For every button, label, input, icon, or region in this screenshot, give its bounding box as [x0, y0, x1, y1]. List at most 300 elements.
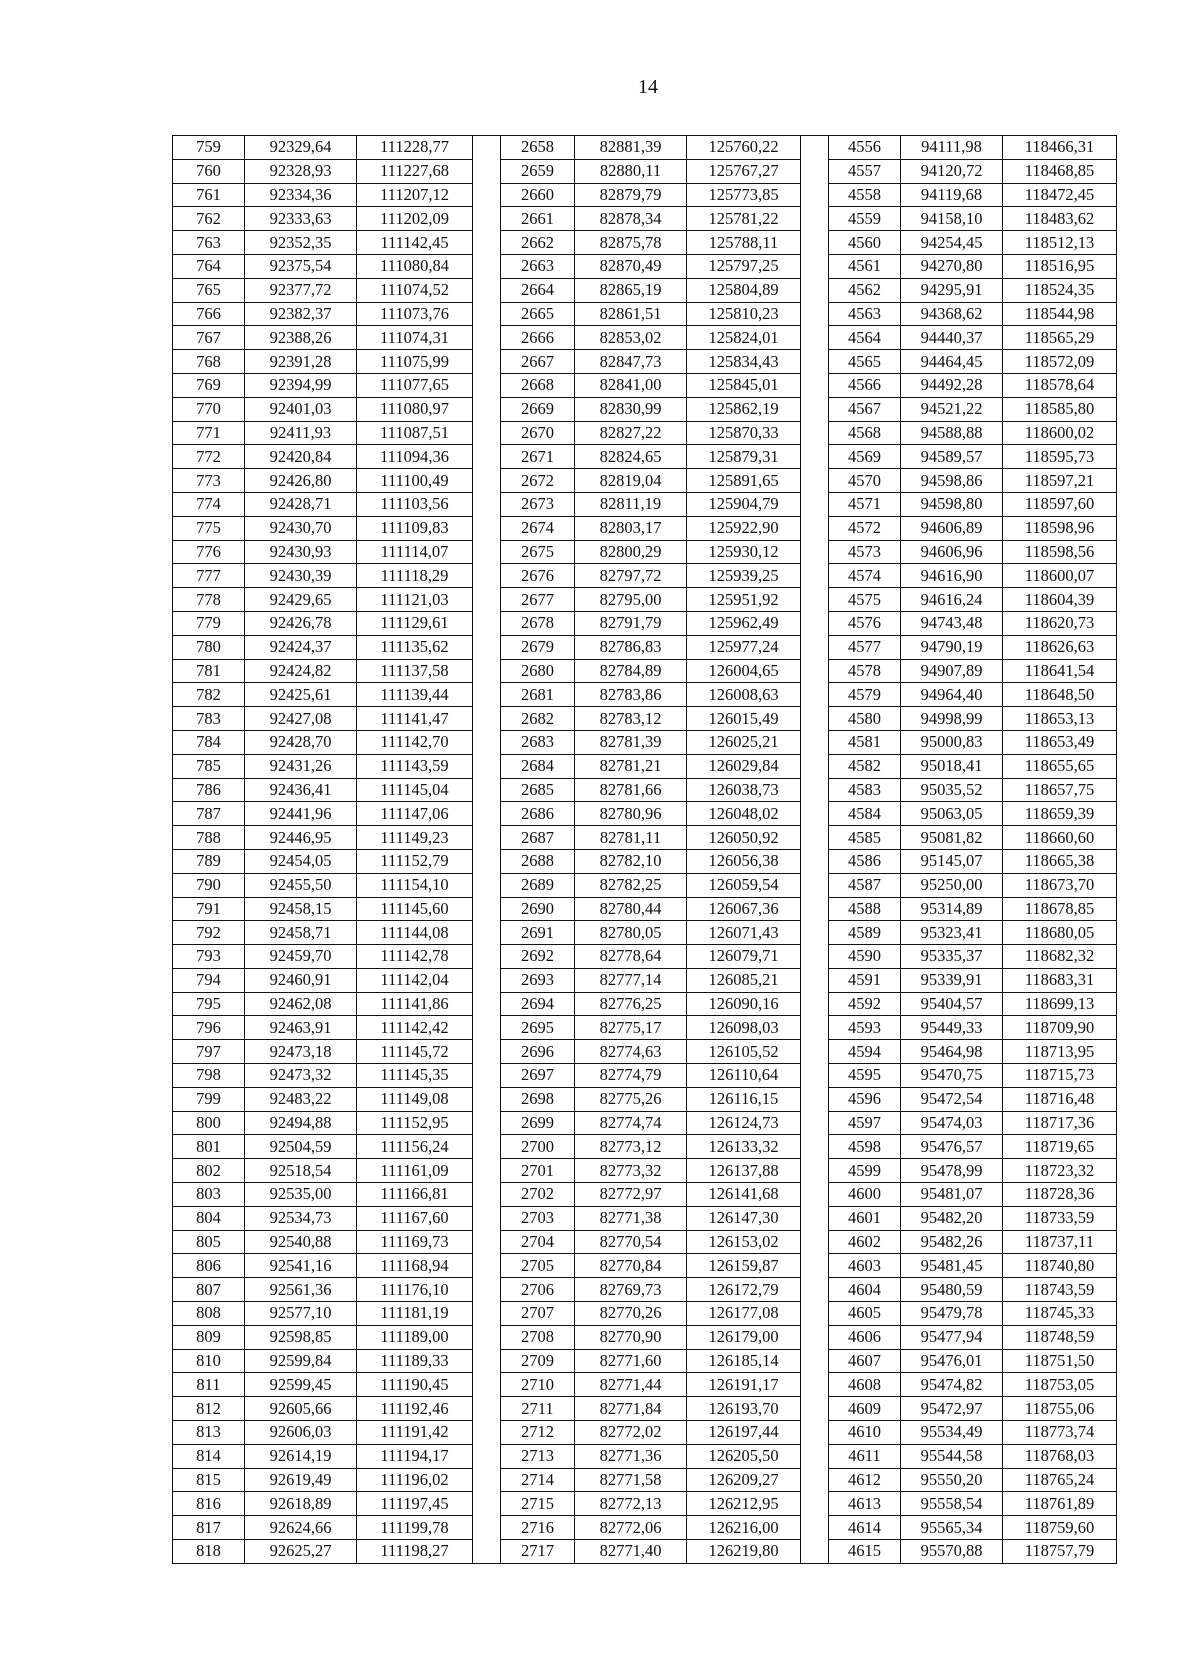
- y-coordinate-cell: 125804,89: [687, 278, 801, 302]
- point-number-cell: 804: [173, 1206, 245, 1230]
- point-number-cell: 4578: [829, 659, 901, 683]
- x-coordinate-cell: 92333,63: [245, 207, 357, 231]
- point-number-cell: 4614: [829, 1516, 901, 1540]
- x-coordinate-cell: 92625,27: [245, 1540, 357, 1564]
- x-coordinate-cell: 92430,39: [245, 564, 357, 588]
- table-row: [173, 516, 1117, 540]
- point-number-cell: 818: [173, 1540, 245, 1564]
- column-separator: [801, 1444, 829, 1468]
- table-row: [173, 207, 1117, 231]
- x-coordinate-cell: 82783,86: [575, 683, 687, 707]
- point-number-cell: 4582: [829, 754, 901, 778]
- x-coordinate-cell: 94111,98: [901, 136, 1003, 160]
- point-number-cell: 2662: [501, 231, 575, 255]
- point-number-cell: 2678: [501, 611, 575, 635]
- y-coordinate-cell: 118740,80: [1003, 1254, 1117, 1278]
- x-coordinate-cell: 82847,73: [575, 350, 687, 374]
- y-coordinate-cell: 126110,64: [687, 1064, 801, 1088]
- y-coordinate-cell: 111192,46: [357, 1397, 473, 1421]
- point-number-cell: 817: [173, 1516, 245, 1540]
- table-row: [173, 1016, 1117, 1040]
- column-separator: [473, 1159, 501, 1183]
- point-number-cell: 2675: [501, 540, 575, 564]
- column-separator: [473, 1135, 501, 1159]
- point-number-cell: 793: [173, 945, 245, 969]
- x-coordinate-cell: 92382,37: [245, 302, 357, 326]
- x-coordinate-cell: 82774,63: [575, 1040, 687, 1064]
- point-number-cell: 2664: [501, 278, 575, 302]
- x-coordinate-cell: 95063,05: [901, 802, 1003, 826]
- table-row: [173, 921, 1117, 945]
- point-number-cell: 773: [173, 469, 245, 493]
- point-number-cell: 2698: [501, 1087, 575, 1111]
- column-separator: [801, 1087, 829, 1111]
- point-number-cell: 2711: [501, 1397, 575, 1421]
- point-number-cell: 807: [173, 1278, 245, 1302]
- x-coordinate-cell: 92388,26: [245, 326, 357, 350]
- x-coordinate-cell: 95479,78: [901, 1302, 1003, 1326]
- y-coordinate-cell: 125845,01: [687, 373, 801, 397]
- point-number-cell: 2677: [501, 588, 575, 612]
- y-coordinate-cell: 126205,50: [687, 1444, 801, 1468]
- table-row: [173, 635, 1117, 659]
- y-coordinate-cell: 111109,83: [357, 516, 473, 540]
- x-coordinate-cell: 92473,18: [245, 1040, 357, 1064]
- y-coordinate-cell: 118604,39: [1003, 588, 1117, 612]
- y-coordinate-cell: 126212,95: [687, 1492, 801, 1516]
- x-coordinate-cell: 82782,25: [575, 873, 687, 897]
- table-row: [173, 183, 1117, 207]
- y-coordinate-cell: 126185,14: [687, 1349, 801, 1373]
- column-separator: [473, 1349, 501, 1373]
- x-coordinate-cell: 82780,96: [575, 802, 687, 826]
- column-separator: [801, 1349, 829, 1373]
- point-number-cell: 786: [173, 778, 245, 802]
- column-separator: [801, 1278, 829, 1302]
- point-number-cell: 816: [173, 1492, 245, 1516]
- x-coordinate-cell: 82791,79: [575, 611, 687, 635]
- column-separator: [473, 469, 501, 493]
- y-coordinate-cell: 111227,68: [357, 159, 473, 183]
- x-coordinate-cell: 94616,90: [901, 564, 1003, 588]
- y-coordinate-cell: 126059,54: [687, 873, 801, 897]
- y-coordinate-cell: 111077,65: [357, 373, 473, 397]
- y-coordinate-cell: 126048,02: [687, 802, 801, 826]
- x-coordinate-cell: 95476,57: [901, 1135, 1003, 1159]
- x-coordinate-cell: 92605,66: [245, 1397, 357, 1421]
- x-coordinate-cell: 95474,03: [901, 1111, 1003, 1135]
- x-coordinate-cell: 82770,26: [575, 1302, 687, 1326]
- x-coordinate-cell: 82827,22: [575, 421, 687, 445]
- y-coordinate-cell: 125824,01: [687, 326, 801, 350]
- table-row: [173, 1040, 1117, 1064]
- x-coordinate-cell: 82781,66: [575, 778, 687, 802]
- point-number-cell: 792: [173, 921, 245, 945]
- table-row: [173, 254, 1117, 278]
- column-separator: [801, 588, 829, 612]
- table-row: [173, 707, 1117, 731]
- column-separator: [473, 1040, 501, 1064]
- x-coordinate-cell: 95145,07: [901, 849, 1003, 873]
- y-coordinate-cell: 126153,02: [687, 1230, 801, 1254]
- column-separator: [473, 1254, 501, 1278]
- point-number-cell: 4601: [829, 1206, 901, 1230]
- point-number-cell: 810: [173, 1349, 245, 1373]
- x-coordinate-cell: 95478,99: [901, 1159, 1003, 1183]
- y-coordinate-cell: 111196,02: [357, 1468, 473, 1492]
- column-separator: [473, 254, 501, 278]
- point-number-cell: 4596: [829, 1087, 901, 1111]
- point-number-cell: 4590: [829, 945, 901, 969]
- point-number-cell: 2712: [501, 1421, 575, 1445]
- y-coordinate-cell: 118683,31: [1003, 968, 1117, 992]
- x-coordinate-cell: 92394,99: [245, 373, 357, 397]
- x-coordinate-cell: 94440,37: [901, 326, 1003, 350]
- x-coordinate-cell: 95314,89: [901, 897, 1003, 921]
- x-coordinate-cell: 82770,54: [575, 1230, 687, 1254]
- y-coordinate-cell: 111137,58: [357, 659, 473, 683]
- y-coordinate-cell: 111121,03: [357, 588, 473, 612]
- column-separator: [801, 921, 829, 945]
- y-coordinate-cell: 118768,03: [1003, 1444, 1117, 1468]
- point-number-cell: 4581: [829, 730, 901, 754]
- table-row: [173, 1492, 1117, 1516]
- x-coordinate-cell: 92436,41: [245, 778, 357, 802]
- column-separator: [473, 1492, 501, 1516]
- point-number-cell: 2694: [501, 992, 575, 1016]
- y-coordinate-cell: 125891,65: [687, 469, 801, 493]
- point-number-cell: 777: [173, 564, 245, 588]
- column-separator: [473, 326, 501, 350]
- point-number-cell: 2710: [501, 1373, 575, 1397]
- column-separator: [473, 588, 501, 612]
- x-coordinate-cell: 82772,97: [575, 1183, 687, 1207]
- point-number-cell: 2674: [501, 516, 575, 540]
- x-coordinate-cell: 82771,60: [575, 1349, 687, 1373]
- x-coordinate-cell: 82800,29: [575, 540, 687, 564]
- y-coordinate-cell: 126085,21: [687, 968, 801, 992]
- point-number-cell: 794: [173, 968, 245, 992]
- x-coordinate-cell: 95323,41: [901, 921, 1003, 945]
- table-row: [173, 231, 1117, 255]
- point-number-cell: 4604: [829, 1278, 901, 1302]
- table-row: [173, 469, 1117, 493]
- column-separator: [801, 635, 829, 659]
- x-coordinate-cell: 92459,70: [245, 945, 357, 969]
- table-row: [173, 1468, 1117, 1492]
- y-coordinate-cell: 111075,99: [357, 350, 473, 374]
- point-number-cell: 2706: [501, 1278, 575, 1302]
- point-number-cell: 785: [173, 754, 245, 778]
- column-separator: [473, 1087, 501, 1111]
- column-separator: [801, 730, 829, 754]
- column-separator: [801, 1040, 829, 1064]
- point-number-cell: 4606: [829, 1325, 901, 1349]
- x-coordinate-cell: 95081,82: [901, 826, 1003, 850]
- x-coordinate-cell: 92425,61: [245, 683, 357, 707]
- y-coordinate-cell: 118572,09: [1003, 350, 1117, 374]
- point-number-cell: 2714: [501, 1468, 575, 1492]
- point-number-cell: 4560: [829, 231, 901, 255]
- table-row: [173, 1444, 1117, 1468]
- y-coordinate-cell: 118728,36: [1003, 1183, 1117, 1207]
- y-coordinate-cell: 111198,27: [357, 1540, 473, 1564]
- y-coordinate-cell: 126219,80: [687, 1540, 801, 1564]
- column-separator: [473, 1325, 501, 1349]
- table-row: [173, 1183, 1117, 1207]
- x-coordinate-cell: 95018,41: [901, 754, 1003, 778]
- table-row: [173, 540, 1117, 564]
- y-coordinate-cell: 126004,65: [687, 659, 801, 683]
- table-row: [173, 992, 1117, 1016]
- y-coordinate-cell: 126056,38: [687, 849, 801, 873]
- y-coordinate-cell: 118757,79: [1003, 1540, 1117, 1564]
- y-coordinate-cell: 118600,07: [1003, 564, 1117, 588]
- y-coordinate-cell: 118598,96: [1003, 516, 1117, 540]
- y-coordinate-cell: 111189,00: [357, 1325, 473, 1349]
- y-coordinate-cell: 126179,00: [687, 1325, 801, 1349]
- point-number-cell: 759: [173, 136, 245, 160]
- x-coordinate-cell: 92518,54: [245, 1159, 357, 1183]
- x-coordinate-cell: 82770,84: [575, 1254, 687, 1278]
- column-separator: [801, 1159, 829, 1183]
- column-separator: [801, 231, 829, 255]
- y-coordinate-cell: 118468,85: [1003, 159, 1117, 183]
- x-coordinate-cell: 94598,80: [901, 492, 1003, 516]
- column-separator: [801, 1230, 829, 1254]
- point-number-cell: 2660: [501, 183, 575, 207]
- column-separator: [801, 897, 829, 921]
- x-coordinate-cell: 82772,02: [575, 1421, 687, 1445]
- column-separator: [801, 1421, 829, 1445]
- column-separator: [473, 683, 501, 707]
- point-number-cell: 2682: [501, 707, 575, 731]
- point-number-cell: 4569: [829, 445, 901, 469]
- column-separator: [473, 1516, 501, 1540]
- point-number-cell: 4571: [829, 492, 901, 516]
- column-separator: [801, 1135, 829, 1159]
- y-coordinate-cell: 118660,60: [1003, 826, 1117, 850]
- point-number-cell: 803: [173, 1183, 245, 1207]
- x-coordinate-cell: 95449,33: [901, 1016, 1003, 1040]
- point-number-cell: 769: [173, 373, 245, 397]
- y-coordinate-cell: 126067,36: [687, 897, 801, 921]
- point-number-cell: 2695: [501, 1016, 575, 1040]
- point-number-cell: 4568: [829, 421, 901, 445]
- point-number-cell: 781: [173, 659, 245, 683]
- x-coordinate-cell: 92411,93: [245, 421, 357, 445]
- y-coordinate-cell: 111118,29: [357, 564, 473, 588]
- point-number-cell: 4567: [829, 397, 901, 421]
- y-coordinate-cell: 126147,30: [687, 1206, 801, 1230]
- x-coordinate-cell: 95550,20: [901, 1468, 1003, 1492]
- y-coordinate-cell: 111152,79: [357, 849, 473, 873]
- x-coordinate-cell: 94790,19: [901, 635, 1003, 659]
- x-coordinate-cell: 92561,36: [245, 1278, 357, 1302]
- x-coordinate-cell: 92430,93: [245, 540, 357, 564]
- x-coordinate-cell: 94119,68: [901, 183, 1003, 207]
- x-coordinate-cell: 92618,89: [245, 1492, 357, 1516]
- y-coordinate-cell: 118472,45: [1003, 183, 1117, 207]
- point-number-cell: 2707: [501, 1302, 575, 1326]
- x-coordinate-cell: 82771,44: [575, 1373, 687, 1397]
- point-number-cell: 4584: [829, 802, 901, 826]
- y-coordinate-cell: 118648,50: [1003, 683, 1117, 707]
- y-coordinate-cell: 125862,19: [687, 397, 801, 421]
- y-coordinate-cell: 125922,90: [687, 516, 801, 540]
- point-number-cell: 4562: [829, 278, 901, 302]
- y-coordinate-cell: 118680,05: [1003, 921, 1117, 945]
- column-separator: [473, 445, 501, 469]
- x-coordinate-cell: 82770,90: [575, 1325, 687, 1349]
- table-row: [173, 492, 1117, 516]
- point-number-cell: 4597: [829, 1111, 901, 1135]
- point-number-cell: 4577: [829, 635, 901, 659]
- y-coordinate-cell: 111142,70: [357, 730, 473, 754]
- column-separator: [473, 1468, 501, 1492]
- x-coordinate-cell: 92424,37: [245, 635, 357, 659]
- x-coordinate-cell: 95404,57: [901, 992, 1003, 1016]
- x-coordinate-cell: 92429,65: [245, 588, 357, 612]
- y-coordinate-cell: 118751,50: [1003, 1349, 1117, 1373]
- table-row: [173, 1087, 1117, 1111]
- column-separator: [801, 968, 829, 992]
- table-row: [173, 159, 1117, 183]
- x-coordinate-cell: 95470,75: [901, 1064, 1003, 1088]
- point-number-cell: 4593: [829, 1016, 901, 1040]
- x-coordinate-cell: 82795,00: [575, 588, 687, 612]
- table-row: [173, 1540, 1117, 1564]
- column-separator: [473, 849, 501, 873]
- point-number-cell: 4556: [829, 136, 901, 160]
- point-number-cell: 2689: [501, 873, 575, 897]
- point-number-cell: 4594: [829, 1040, 901, 1064]
- point-number-cell: 2679: [501, 635, 575, 659]
- x-coordinate-cell: 92463,91: [245, 1016, 357, 1040]
- point-number-cell: 787: [173, 802, 245, 826]
- x-coordinate-cell: 92599,84: [245, 1349, 357, 1373]
- point-number-cell: 2688: [501, 849, 575, 873]
- x-coordinate-cell: 92619,49: [245, 1468, 357, 1492]
- table-row: [173, 564, 1117, 588]
- point-number-cell: 4580: [829, 707, 901, 731]
- table-row: [173, 1206, 1117, 1230]
- x-coordinate-cell: 94521,22: [901, 397, 1003, 421]
- x-coordinate-cell: 92334,36: [245, 183, 357, 207]
- point-number-cell: 2686: [501, 802, 575, 826]
- y-coordinate-cell: 111094,36: [357, 445, 473, 469]
- column-separator: [801, 254, 829, 278]
- point-number-cell: 2659: [501, 159, 575, 183]
- x-coordinate-cell: 94606,96: [901, 540, 1003, 564]
- column-separator: [473, 802, 501, 826]
- y-coordinate-cell: 111141,86: [357, 992, 473, 1016]
- column-separator: [473, 707, 501, 731]
- y-coordinate-cell: 111080,97: [357, 397, 473, 421]
- x-coordinate-cell: 92377,72: [245, 278, 357, 302]
- column-separator: [473, 564, 501, 588]
- point-number-cell: 797: [173, 1040, 245, 1064]
- point-number-cell: 4586: [829, 849, 901, 873]
- point-number-cell: 4602: [829, 1230, 901, 1254]
- column-separator: [473, 421, 501, 445]
- y-coordinate-cell: 118641,54: [1003, 659, 1117, 683]
- column-separator: [473, 921, 501, 945]
- point-number-cell: 4565: [829, 350, 901, 374]
- point-number-cell: 775: [173, 516, 245, 540]
- y-coordinate-cell: 125797,25: [687, 254, 801, 278]
- column-separator: [473, 1278, 501, 1302]
- table-row: [173, 1135, 1117, 1159]
- column-separator: [801, 278, 829, 302]
- point-number-cell: 4612: [829, 1468, 901, 1492]
- point-number-cell: 2713: [501, 1444, 575, 1468]
- y-coordinate-cell: 126172,79: [687, 1278, 801, 1302]
- x-coordinate-cell: 82803,17: [575, 516, 687, 540]
- point-number-cell: 2717: [501, 1540, 575, 1564]
- point-number-cell: 2663: [501, 254, 575, 278]
- y-coordinate-cell: 111147,06: [357, 802, 473, 826]
- y-coordinate-cell: 118716,48: [1003, 1087, 1117, 1111]
- column-separator: [801, 373, 829, 397]
- y-coordinate-cell: 126197,44: [687, 1421, 801, 1445]
- y-coordinate-cell: 125977,24: [687, 635, 801, 659]
- x-coordinate-cell: 92328,93: [245, 159, 357, 183]
- point-number-cell: 4561: [829, 254, 901, 278]
- x-coordinate-cell: 82782,10: [575, 849, 687, 873]
- x-coordinate-cell: 82880,11: [575, 159, 687, 183]
- table-row: [173, 778, 1117, 802]
- point-number-cell: 4588: [829, 897, 901, 921]
- x-coordinate-cell: 82861,51: [575, 302, 687, 326]
- column-separator: [801, 350, 829, 374]
- point-number-cell: 768: [173, 350, 245, 374]
- table-row: [173, 326, 1117, 350]
- x-coordinate-cell: 92427,08: [245, 707, 357, 731]
- x-coordinate-cell: 82824,65: [575, 445, 687, 469]
- column-separator: [801, 1516, 829, 1540]
- point-number-cell: 778: [173, 588, 245, 612]
- point-number-cell: 2668: [501, 373, 575, 397]
- x-coordinate-cell: 94589,57: [901, 445, 1003, 469]
- x-coordinate-cell: 82879,79: [575, 183, 687, 207]
- y-coordinate-cell: 111168,94: [357, 1254, 473, 1278]
- x-coordinate-cell: 92504,59: [245, 1135, 357, 1159]
- y-coordinate-cell: 126071,43: [687, 921, 801, 945]
- column-separator: [801, 302, 829, 326]
- x-coordinate-cell: 82784,89: [575, 659, 687, 683]
- column-separator: [473, 1206, 501, 1230]
- point-number-cell: 2671: [501, 445, 575, 469]
- y-coordinate-cell: 111228,77: [357, 136, 473, 160]
- y-coordinate-cell: 111142,42: [357, 1016, 473, 1040]
- point-number-cell: 4608: [829, 1373, 901, 1397]
- point-number-cell: 2661: [501, 207, 575, 231]
- y-coordinate-cell: 118665,38: [1003, 849, 1117, 873]
- point-number-cell: 2672: [501, 469, 575, 493]
- y-coordinate-cell: 111142,04: [357, 968, 473, 992]
- table-row: [173, 1349, 1117, 1373]
- point-number-cell: 811: [173, 1373, 245, 1397]
- table-row: [173, 421, 1117, 445]
- point-number-cell: 808: [173, 1302, 245, 1326]
- y-coordinate-cell: 111181,19: [357, 1302, 473, 1326]
- point-number-cell: 813: [173, 1421, 245, 1445]
- y-coordinate-cell: 118759,60: [1003, 1516, 1117, 1540]
- column-separator: [801, 183, 829, 207]
- x-coordinate-cell: 92599,45: [245, 1373, 357, 1397]
- y-coordinate-cell: 111166,81: [357, 1183, 473, 1207]
